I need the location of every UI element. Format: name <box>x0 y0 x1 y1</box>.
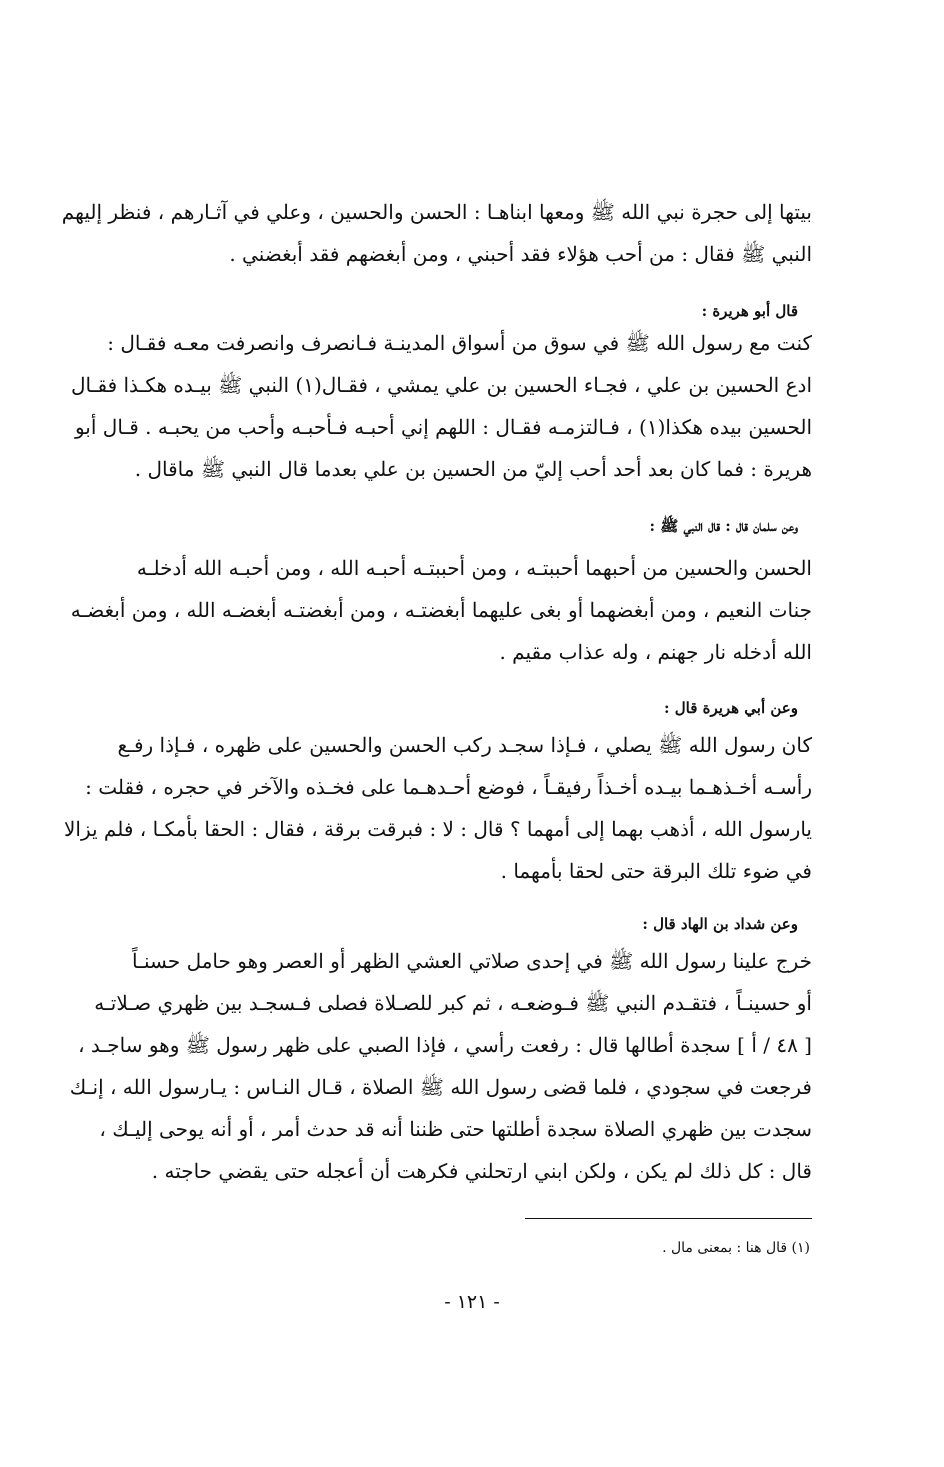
text-line: خرج علينا رسول الله ﷺ في إحدى صلاتي العشي الظهر أو العصر وهو حامل حسنـاً <box>132 949 812 973</box>
text-line: رأسـه أخـذهـما بيـده أخـذاً رفيقـاً ، فوضع أحـدهـما على فخـذه والآخر في حجره ، فقلت : <box>85 775 812 799</box>
text-line: فرجعت في سجودي ، فلما قضى رسول الله ﷺ الصلاة ، قـال النـاس : يـارسول الله ، إنـك <box>69 1075 812 1099</box>
text-line: النبي ﷺ فقال : من أحب هؤلاء فقد أحبني ، ومن أبغضهم فقد أبغضني . <box>229 242 812 266</box>
text-line: كنت مع رسول الله ﷺ في سوق من أسواق المدينـة فـانصرف وانصرفت معـه فقـال : <box>107 331 812 355</box>
section-heading: قال أبو هريرة : <box>701 302 798 320</box>
text-line: قال : كل ذلك لم يكن ، ولكن ابني ارتحلني فكرهت أن أعجله حتى يقضي حاجته . <box>151 1159 812 1183</box>
text-line: الحسن والحسين من أحبهما أحببتـه ، ومن أحببتـه أحبـه الله ، ومن أحبـه الله أدخلـه <box>136 556 812 580</box>
text-line: أو حسينـاً ، فتقـدم النبي ﷺ فـوضعـه ، ثم كبر للصـلاة فصلى فـسجـد بين ظهري صـلاتـه <box>94 991 812 1015</box>
text-line: ادع الحسين بن علي ، فجـاء الحسين بن علي يمشي ، فقـال(١) النبي ﷺ بيـده هكـذا فقـال <box>70 373 812 397</box>
text-line: الحسين بيده هكذا(١) ، فـالتزمـه فقـال : اللهم إني أحبـه فـأحبـه وأحب من يحبـه . قـال أبو <box>74 415 812 439</box>
footnote-divider <box>525 1218 812 1219</box>
text-line: سجدت بين ظهري الصلاة سجدة أطلتها حتى ظننا أنه قد حدث أمر ، أو أنه يوحى إليـك ، <box>99 1117 812 1141</box>
text-line: الله أدخله نار جهنم ، وله عذاب مقيم . <box>499 640 812 664</box>
footnote: (١) قال هنا : بمعنى مال . <box>662 1240 810 1256</box>
text-line: كان رسول الله ﷺ يصلي ، فـإذا سجـد ركب الحسن والحسين على ظهره ، فـإذا رفـع <box>117 733 812 757</box>
text-line: يارسول الله ، أذهب بهما إلى أمهما ؟ قال : لا : فبرقت برقة ، فقال : الحقا بأمكـا ، فلم يزالا <box>64 817 812 841</box>
text-line: جنات النعيم ، ومن أبغضهما أو بغى عليهما أبغضتـه ، ومن أبغضتـه أبغضـه الله ، ومن أبغضـه <box>70 598 812 622</box>
page-number: - ١٢١ - <box>444 1291 500 1313</box>
section-heading: وعن أبي هريرة قال : <box>663 699 798 717</box>
text-line: [ ٤٨ / أ ] سجدة أطالها قال : رفعت رأسي ، فإذا الصبي على ظهر رسول ﷺ وهو ساجـد ، <box>78 1033 812 1057</box>
text-line: في ضوء تلك البرقة حتى لحقا بأمهما . <box>500 859 812 883</box>
text-line: هريرة : فما كان بعد أحد أحب إليّ من الحسين بن علي بعدما قال النبي ﷺ ماقال . <box>134 457 812 481</box>
section-heading: وعن شداد بن الهاد قال : <box>642 915 798 933</box>
section-heading: وعن سلمان قال : قال النبي ﷺ : <box>649 517 798 535</box>
text-line: بيتها إلى حجرة نبي الله ﷺ ومعها ابناهـا : الحسن والحسين ، وعلي في آثـارهم ، فنظر إليهم <box>61 200 812 224</box>
